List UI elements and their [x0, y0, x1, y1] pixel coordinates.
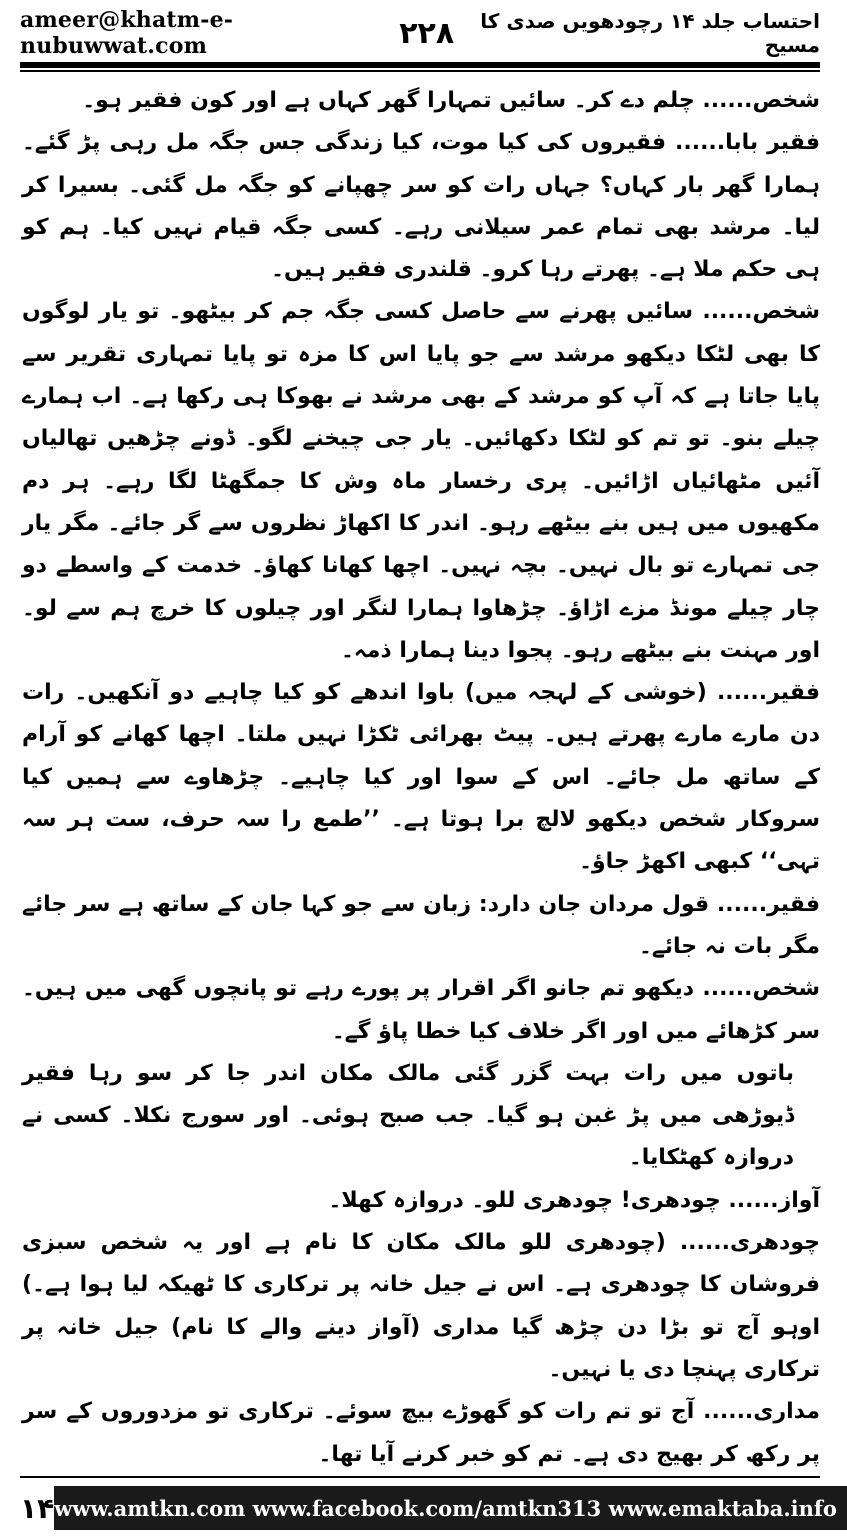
- header-book-title: احتساب جلد ۱۴ رچودھویں صدی کا مسیح: [480, 9, 820, 57]
- paragraph-2: فقیر بابا...... فقیروں کی کیا موت، کیا زندگی جس جگہ مل رہی پڑ گئے۔ ہمارا گھر بار کہاں؟ جہاں رات کو سر چھپانے کو جگہ مل گئی۔ بسیرا کر لیا۔ مرشد بھی تمام عمر سیلانی رہے۔ کسی جگہ قیام نہیں کیا۔ ہم کو ہی حکم ملا ہے۔ پھرتے رہا کرو۔ قلندری فقیر ہیں۔: [22, 130, 820, 283]
- footer-page-number: ۱۴: [20, 1491, 55, 1525]
- paragraph-10: مداری...... آج تو تم رات کو گھوڑے بیچ سوئے۔ ترکاری تو مزدوروں کے سر پر رکھ کر بھیج دی ہے۔ تم کو خبر کرنے آیا تھا۔: [22, 1399, 820, 1467]
- header-left-group: [20, 7, 454, 59]
- footer-links: www.amtkn.com www.facebook.com/amtkn313 www.emaktaba.info: [54, 1495, 837, 1521]
- paragraph-7: باتوں میں رات بہت گزر گئی مالک مکان اندر جا کر سو رہا فقیر ڈیوڑھی میں پڑ غبن ہو گیا۔ جب صبح ہوئی۔ اور سورج نکلا۔ کسی نے دروازہ کھٹکایا۔: [22, 1060, 794, 1171]
- footer-links-band: [54, 1486, 847, 1530]
- paragraph-8: آواز...... چودھری! چودھری للو۔ دروازہ کھلا۔: [328, 1187, 820, 1213]
- paragraph-4: فقیر...... (خوشی کے لہجہ میں) باوا اندھے کو کیا چاہیے دو آنکھیں۔ رات دن مارے مارے پھرتے ہیں۔ پیٹ بھرائی ٹکڑا نہیں ملتا۔ اچھا کھانے کو آرام کے ساتھ مل جائے۔ اس کے سوا اور کیا چاہیے۔ چڑھاوے سے ہمیں کیا سروکار شخص دیکھو لالچ برا ہوتا ہے۔ ’’طمع را سہ حرف، ست ہر سہ تہی‘‘ کبھی اکھڑ جاؤ۔: [22, 680, 820, 875]
- paragraph-1: شخص...... چلم دے کر۔ سائیں تمہارا گھر کہاں ہے اور کون فقیر ہو۔: [82, 88, 820, 113]
- paragraph-5: فقیر...... قول مردان جان دارد: زبان سے جو کہا جان کے ساتھ ہے سر جائے مگر بات نہ جائے۔: [22, 891, 820, 959]
- header-page-number: ۲۲۸: [399, 15, 455, 51]
- header-email: ameer@khatm-e-nubuwwat.com: [20, 7, 234, 59]
- page-footer: [20, 1486, 837, 1530]
- header-rule-thin: [20, 70, 820, 72]
- paragraph-3: شخص...... سائیں پھرنے سے حاصل کسی جگہ جم کر بیٹھو۔ تو یار لوگوں کا بھی لٹکا دیکھو مرشد سے جو پایا اس کا مزہ تو پایا تمہاری تقریر سے پایا جاتا ہے کہ آپ کو مرشد کے بھی مرشد نے بھوکا ہی رکھا ہے۔ اب ہمارے چیلے بنو۔ تو تم کو لٹکا دکھائیں۔ یار جی چیخنے لگو۔ ڈونے چڑھیں تھالیاں آئیں مٹھائیاں اڑائیں۔ پری رخسار ماہ وش کا جمگھٹا لگا رہے۔ ہر دم مکھیوں میں ہیں بنے بیٹھے رہو۔ اندر کا اکھاڑ نظروں سے گر جائے۔ مگر یار جی تمہارے تو بال نہیں۔ بچہ نہیں۔ اچھا کھانا کھاؤ۔ خدمت کے واسطے دو چار چیلے مونڈ مزے اڑاؤ۔ چڑھاوا ہمارا لنگر اور چیلوں کا خرچ ہم سے لو۔ اور مہنت بنے بیٹھے رہو۔ پجوا دینا ہمارا ذمہ۔: [22, 299, 820, 663]
- page-body: [22, 80, 820, 1467]
- paragraph-6: شخص...... دیکھو تم جانو اگر اقرار پر پورے رہے تو پانچوں گھی میں ہیں۔ سر کڑھائے میں اور اگر خلاف کیا خطا پاؤ گے۔: [22, 976, 820, 1044]
- paragraph-9: چودھری...... (چودھری للو مالک مکان کا نام ہے اور یہ شخص سبزی فروشان کا چودھری ہے۔ اس نے جیل خانہ پر ترکاری کا ٹھیکہ لیا ہوا ہے۔) اوہو آج تو بڑا دن چڑھ گیا مداری (آواز دینے والے کا نام) جیل خانہ پر ترکاری پہنچا دی یا نہیں۔: [22, 1230, 820, 1382]
- header-rule-thick: [20, 62, 820, 68]
- page-header: [20, 8, 820, 58]
- footer-rule: [20, 1476, 820, 1478]
